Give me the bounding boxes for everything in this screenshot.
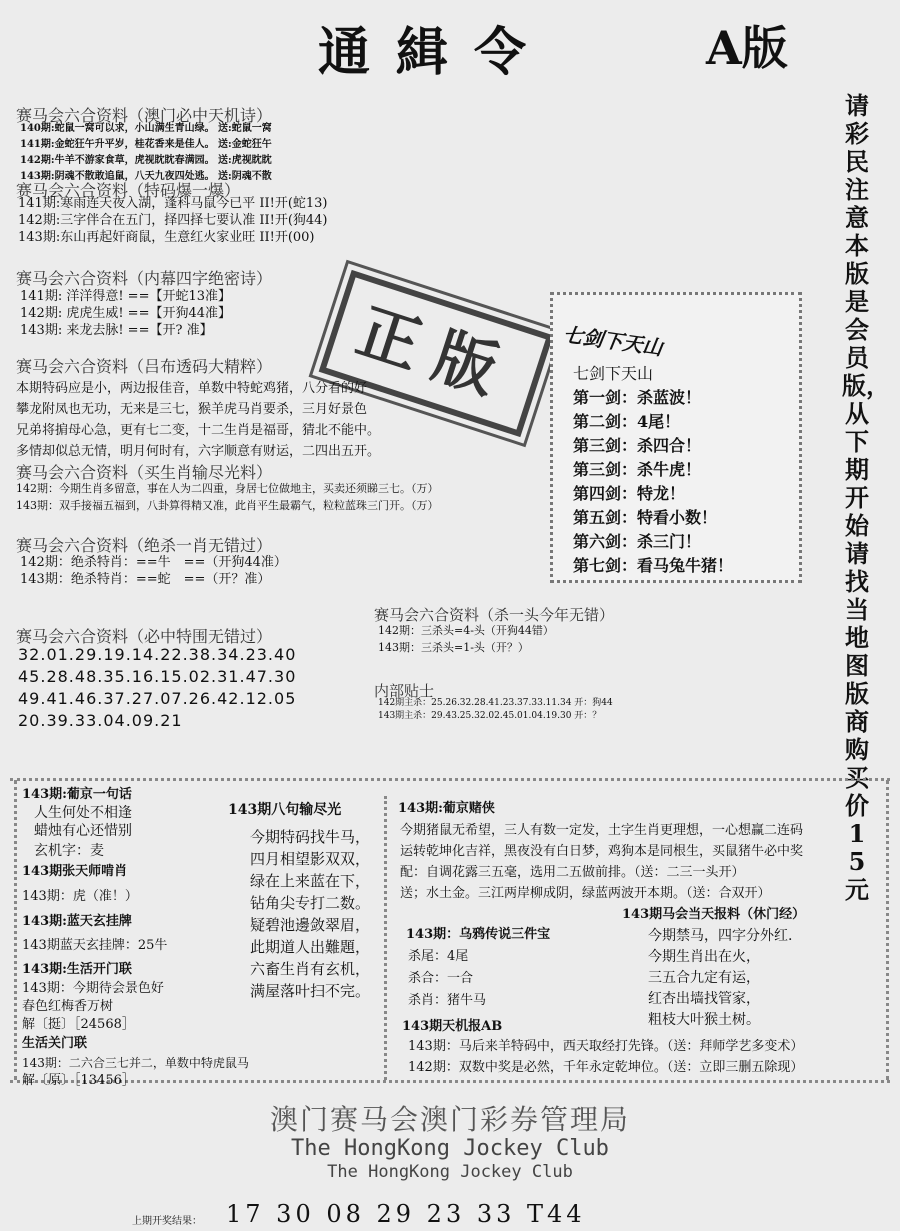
side-notice: 请彩民注意本版是会员版，从下期开始请找当地图版商购买价15元 bbox=[842, 91, 890, 904]
lvbu-line: 多情却似总无情，明月何时有，六字顺意有财运，二四出五开。 bbox=[16, 444, 381, 459]
section-lvbu-lines bbox=[16, 378, 380, 462]
sword-row: 第五剑：特看小数！ bbox=[573, 508, 718, 527]
section-kill-lines bbox=[20, 554, 287, 588]
br-line: 运转乾坤化吉祥，黑夜没有白日梦，鸡狗本是同根生，买鼠猪牛必中奖 bbox=[400, 844, 804, 859]
bm-line: 钻角尖专打二数。 bbox=[250, 894, 371, 912]
result-label: 上期开奖结果： bbox=[132, 1216, 202, 1227]
sword-row: 第三剑：杀牛虎！ bbox=[573, 460, 702, 479]
bm-line: 疑碧池邊敛翠眉， bbox=[250, 916, 371, 934]
section-range-numbers bbox=[18, 644, 296, 732]
section-buy-lines bbox=[16, 480, 439, 514]
buy-line: 142期：今期生肖多留意，事在人为二四重，身居七位做地主，买卖还须睇三七。（万） bbox=[16, 482, 439, 495]
range-row: 32.01.29.19.14.22.38.34.23.40 bbox=[18, 645, 297, 664]
seven-swords-box bbox=[550, 292, 802, 583]
poem-line: 143期:阴魂不散敢追鼠，八天九夜四处逃。 送:阴魂不散 bbox=[20, 171, 272, 182]
buy-line: 143期：双手接福五福到，八卦算得精又准，此肖平生最霸气，粒粒蓝珠三门开。（万） bbox=[16, 499, 439, 512]
section-four-lines bbox=[20, 288, 231, 339]
sword-row: 第三剑：杀四合！ bbox=[573, 436, 702, 455]
section-heading-inside: 内部贴士 bbox=[374, 682, 435, 700]
report-heading: 143期马会当天报料（休门经） bbox=[622, 907, 806, 922]
crow-line: 杀尾：4尾 bbox=[408, 949, 469, 964]
bomb-line: 141期:寒雨连天夜入湖，蓬科马鼠今已平 II!开(蛇13) bbox=[18, 196, 328, 211]
bottom-right-panel bbox=[400, 820, 803, 904]
footer-org: 澳门赛马会澳门彩券管理局 bbox=[269, 1103, 630, 1136]
br-heading: 143期:葡京赌侠 bbox=[398, 801, 495, 816]
head-line: 143期：三杀头=1-头（开？） bbox=[378, 641, 529, 654]
head-line: 142期：三杀头=4-头（开狗44错） bbox=[378, 624, 554, 637]
crow-line: 杀肖：猪牛马 bbox=[408, 993, 487, 1008]
section-heading-head: 赛马会六合资料（杀一头今年无错） bbox=[374, 606, 615, 624]
ab-line: 143期：马后来羊特码中，西天取经打先锋。（送：拜师学艺多变术） bbox=[408, 1039, 804, 1054]
bottom-mid-panel bbox=[250, 826, 370, 1002]
bl-line: 143期:蓝天玄挂牌 bbox=[22, 914, 132, 929]
stamp-text: 正版 bbox=[348, 294, 524, 413]
br-line: 今期猪鼠无希望，三人有数一定发，土字生肖更理想，一心想赢二连码 bbox=[400, 823, 804, 838]
section-head-lines bbox=[378, 622, 554, 656]
four-line: 142期: 虎虎生威! ==【开狗44准】 bbox=[20, 306, 232, 321]
bomb-line: 142期:三字伴合在五门，择四择七要认准 II!开(狗44) bbox=[18, 213, 328, 228]
bm-line: 四月相望影双双， bbox=[250, 850, 371, 868]
footer-en-1: The HongKong Jockey Club bbox=[291, 1136, 609, 1161]
report-line: 今期禁马，四字分外红. bbox=[648, 928, 793, 944]
bm-line: 此期道人出難題， bbox=[250, 938, 371, 956]
sword-row: 七剑下天山 bbox=[573, 364, 654, 383]
bottom-left-panel bbox=[22, 786, 249, 1090]
bl-line: 解〔原〕［13456］ bbox=[22, 1073, 135, 1088]
bl-line: 玄机字：麦 bbox=[34, 843, 104, 859]
section-heading-kill: 赛马会六合资料（绝杀一肖无错过） bbox=[16, 536, 273, 555]
divider bbox=[10, 778, 890, 781]
poem-line: 142期:牛羊不游家食草，虎视眈眈春满园。 送:虎视眈眈 bbox=[20, 155, 272, 166]
report-line: 粗枝大叶猴土树。 bbox=[648, 1012, 760, 1028]
bl-line: 143期:葡京一句话 bbox=[22, 787, 132, 802]
four-line: 141期: 洋洋得意! ==【开蛇13准】 bbox=[20, 289, 232, 304]
report-line: 今期生肖出在火， bbox=[648, 949, 760, 965]
br-line: 送；水土金。三江两岸柳成阴，绿蓝两波开本期。（送：合双开） bbox=[400, 886, 771, 901]
sword-row: 第二剑：4尾！ bbox=[573, 412, 681, 431]
crow-panel bbox=[408, 946, 486, 1012]
section-heading-four: 赛马会六合资料（内幕四字绝密诗） bbox=[16, 269, 273, 288]
poem-line: 140期:蛇鼠一窝可以求，小山满生青山绿。 送:蛇鼠一窝 bbox=[20, 123, 272, 134]
bl-line: 解〔挺〕［24568］ bbox=[22, 1017, 135, 1032]
section-heading-range: 赛马会六合资料（必中特围无错过） bbox=[16, 627, 273, 646]
seven-swords-heading: 七剑下天山 bbox=[561, 322, 664, 360]
section-heading-poem: 赛马会六合资料（澳门必中天机诗） bbox=[16, 106, 273, 125]
crow-heading: 143期：乌鸦传说三件宝 bbox=[406, 927, 551, 942]
bl-line: 143期：二六合三七并二，单数中特虎鼠马 bbox=[22, 1056, 249, 1070]
ab-panel bbox=[408, 1036, 803, 1078]
bm-line: 今期特码找牛马， bbox=[250, 828, 371, 846]
bm-line: 满屋落叶扫不完。 bbox=[250, 982, 371, 1000]
kill-line: 143期：绝杀特肖：==蛇 ==（开？准） bbox=[20, 572, 271, 587]
sword-row: 第七剑：看马兔牛猪！ bbox=[573, 556, 734, 575]
section-heading-lvbu: 赛马会六合资料（吕布透码大精粹） bbox=[16, 357, 273, 376]
footer-en-2: The HongKong Jockey Club bbox=[327, 1162, 573, 1182]
bl-line: 143期：今期待会景色好 bbox=[22, 981, 164, 996]
section-heading-bomb: 赛马会六合资料（特码爆一爆） bbox=[16, 181, 241, 200]
section-heading-buy: 赛马会六合资料（买生肖输尽光料） bbox=[16, 463, 273, 482]
kill-line: 142期：绝杀特肖：==牛 ==（开狗44准） bbox=[20, 555, 287, 570]
bl-line: 人生何处不相逢 bbox=[34, 805, 132, 821]
range-row: 45.28.48.35.16.15.02.31.47.30 bbox=[18, 667, 297, 686]
bl-line: 蜡烛有心还惜别 bbox=[34, 823, 132, 839]
report-panel bbox=[648, 926, 792, 1031]
report-line: 红杏出墙找管家， bbox=[648, 991, 760, 1007]
range-row: 20.39.33.04.09.21 bbox=[18, 711, 183, 730]
sword-row: 第六剑：杀三门！ bbox=[573, 532, 702, 551]
sword-row: 第一剑：杀蓝波！ bbox=[573, 388, 702, 407]
four-line: 143期: 来龙去脉! ==【开? 准】 bbox=[20, 323, 213, 338]
bm-line: 六畜生肖有玄机， bbox=[250, 960, 371, 978]
bl-line: 生活关门联 bbox=[22, 1036, 88, 1051]
section-inside-lines bbox=[378, 697, 613, 723]
ab-heading: 143期天机报AB bbox=[402, 1019, 503, 1034]
br-line: 配：自调花露三五毫，选用二五做前排。（送：二三一头开） bbox=[400, 865, 745, 880]
section-bomb-lines bbox=[18, 195, 328, 246]
report-line: 三五合九定有运， bbox=[648, 970, 760, 986]
bl-line: 143期:生活开门联 bbox=[22, 962, 132, 977]
divider bbox=[14, 780, 17, 1080]
range-row: 49.41.46.37.27.07.26.42.12.05 bbox=[18, 689, 297, 708]
inside-line: 142期主杀：25.26.32.28.41.23.37.33.11.34 开：狗44 bbox=[378, 698, 613, 708]
poem-line: 141期:金蛇狂午升平岁，桂花香来是佳人。 送:金蛇狂午 bbox=[20, 139, 272, 150]
lvbu-line: 攀龙附凤也无功，无来是三七，猴羊虎马肖要杀，三月好景色 bbox=[16, 402, 368, 417]
bl-line: 143期蓝天玄挂牌：25牛 bbox=[22, 938, 168, 953]
divider bbox=[384, 796, 387, 1080]
bomb-line: 143期:东山再起奸商鼠，生意红火家业旺 II!开(00) bbox=[18, 230, 315, 245]
sword-row: 第四剑：特龙！ bbox=[573, 484, 686, 503]
lvbu-line: 兄弟将掮母心急，更有七二变，十二生肖是福哥，猜北不能中。 bbox=[16, 423, 381, 438]
result-numbers: 17 30 08 29 23 33 T44 bbox=[226, 1200, 586, 1228]
bl-line: 143期张天师啃肖 bbox=[22, 864, 128, 879]
bm-line: 绿在上来蓝在下， bbox=[250, 872, 371, 890]
bm-heading: 143期八句输尽光 bbox=[228, 802, 342, 818]
page-title: 通緝令 bbox=[318, 22, 553, 83]
bl-line: 143期：虎（准！） bbox=[22, 889, 138, 904]
edition-label: A版 bbox=[706, 21, 788, 75]
bl-line: 春色红梅香万树 bbox=[22, 999, 114, 1014]
inside-line: 143期主杀：29.43.25.32.02.45.01.04.19.30 开：？ bbox=[378, 711, 602, 721]
divider bbox=[886, 780, 889, 1080]
section-poem-lines bbox=[20, 121, 272, 185]
lvbu-line: 本期特码应是小，两边报佳音，单数中特蛇鸡猪，八分看的好 bbox=[16, 381, 368, 396]
crow-line: 杀合：一合 bbox=[408, 971, 474, 986]
ab-line: 142期：双数中奖是必然，千年永定乾坤位。（送：立即三删五除现） bbox=[408, 1060, 804, 1075]
